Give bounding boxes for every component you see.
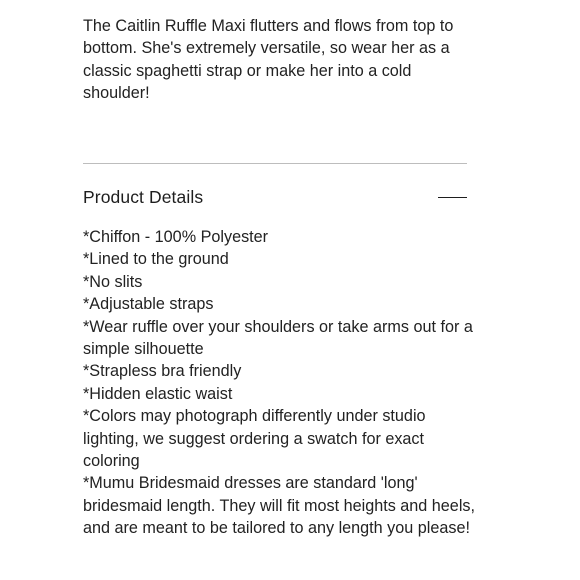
- list-item: *Wear ruffle over your shoulders or take arms out for a simple silhouette: [83, 317, 473, 359]
- list-item: *Chiffon - 100% Polyester: [83, 228, 269, 246]
- list-item: *Hidden elastic waist: [83, 384, 233, 403]
- section-divider: [83, 163, 467, 164]
- product-details-list: [83, 226, 483, 540]
- product-details-accordion-header[interactable]: [83, 183, 467, 211]
- collapse-minus-icon[interactable]: [437, 190, 467, 204]
- product-description: The Caitlin Ruffle Maxi flutters and flows from top to bottom. She's extremely versatile, so wear her as a classic spaghetti strap or make her into a cold shoulder!: [83, 17, 454, 103]
- product-details-title: Product Details: [83, 186, 204, 207]
- list-item: *Mumu Bridesmaid dresses are standard 'long' bridesmaid length. They will fit most heights and heels, and are meant to be tailored to any length you please!: [83, 474, 476, 538]
- list-item: *Lined to the ground: [83, 250, 229, 269]
- list-item: *Colors may photograph differently under studio lighting, we suggest ordering a swatch for exact coloring: [83, 407, 426, 471]
- list-item: *Strapless bra friendly: [83, 362, 242, 381]
- list-item: *Adjustable straps: [83, 295, 214, 314]
- list-item: *No slits: [83, 272, 143, 291]
